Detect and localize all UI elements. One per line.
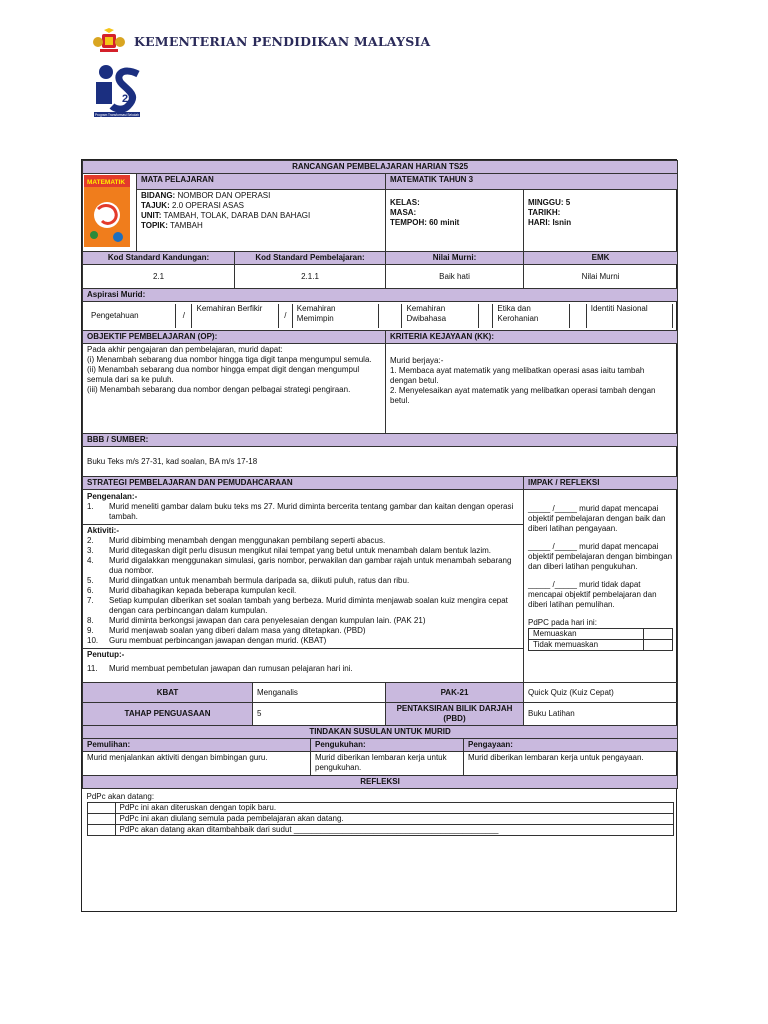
mata-pelajaran-label: MATA PELAJARAN [137,174,386,190]
ksp-value: 2.1.1 [235,265,386,289]
list-item: 9. Murid menjawab soalan yang diberi dalam masa yang ditetapkan. (PBD) [87,626,366,635]
class-details [386,190,524,252]
impak-line: _____ /_____ murid dapat mencapai objektif pembelajaran dengan baik dan diberi latihan pengayaan. [528,504,666,533]
tajuk-label: TAJUK: [141,201,170,210]
masa-field: MASA: [390,208,417,217]
pbd-label: PENTAKSIRAN BILIK DARJAH (PBD) [386,703,524,726]
aspirasi-row [83,302,678,331]
op-content [83,344,386,434]
pdpc-memuaskan: Memuaskan [529,629,644,640]
penutup-label: Penutup:- [83,648,523,660]
tarikh-field: TARIKH: [528,208,561,217]
pengenalan-list [87,502,519,522]
ts25-subtext: Program Transformasi Sekolah [95,113,139,117]
pdpc-datang-options [87,802,674,836]
pemulihan-content: Murid menjalankan aktiviti dengan bimbingan guru. [83,752,311,776]
susulan-header: TINDAKAN SUSULAN UNTUK MURID [83,726,678,739]
pengayaan-label: Pengayaan: [464,739,678,752]
op-line: (i) Menambah sebarang dua nombor hingga tiga digit tanpa mengumpul semula. [87,355,372,364]
kk-header: KRITERIA KEJAYAAN (KK): [386,331,678,344]
ts25-logo-icon [92,62,142,122]
impak-line: _____ /_____ murid dapat mencapai objektif pembelajaran dengan bimbingan dan diberi latihan pengukuhan. [528,542,673,571]
ministry-name: KEMENTERIAN PENDIDIKAN MALAYSIA [134,33,431,49]
aspirasi-kemahiran-memimpin: Kemahiran Memimpin [292,304,378,328]
pdpc-tidak-memuaskan: Tidak memuaskan [529,640,644,651]
aspirasi-header: Aspirasi Murid: [83,289,678,302]
hari-field: HARI: Isnin [528,218,572,227]
rph-form [81,159,677,912]
op-line: (ii) Menambah sebarang dua nombor hingga empat digit dengan mengumpul semula dari sa ke puluh. [87,365,360,384]
aktiviti-list [87,536,519,646]
aspirasi-pengetahuan-mark: / [176,304,192,328]
nilai-murni-value: Baik hati [386,265,524,289]
emk-value: Nilai Murni [524,265,678,289]
pdpc-options [528,628,673,651]
textbook-cover-icon [84,175,130,247]
aspirasi-kemahiran-berfikir-mark: / [278,304,292,328]
list-item: 3. Murid ditegaskan digit perlu disusun mengikut nilai tempat yang betul untuk menambah dalam bentuk lazim. [87,546,491,555]
op-line: (iii) Menambah sebarang dua nombor dengan pelbagai strategi pengiraan. [87,385,351,394]
pbd-value: Buku Latihan [524,703,678,726]
strategi-content [83,490,524,683]
aspirasi-identiti-nasional: Identiti Nasional [586,304,672,328]
tempoh-field: TEMPOH: 60 minit [390,218,460,227]
pdpc-tidak-memuaskan-checkbox[interactable] [644,640,673,651]
list-item: 2. Murid dibimbing menambah dengan menggunakan pembilang seperti abacus. [87,536,386,545]
malaysia-crest-icon [92,28,126,54]
bidang-label: BIDANG: [141,191,176,200]
mata-pelajaran-value: MATEMATIK TAHUN 3 [386,174,678,190]
list-item: 1. Murid meneliti gambar dalam buku teks ms 27. Murid diminta bercerita tentang gambar dan kaitan dengan operasi tambah. [87,502,514,521]
refleksi-header: REFLEKSI [83,776,678,789]
kbat-label: KBAT [83,683,253,703]
op-header: OBJEKTIF PEMBELAJARAN (OP): [83,331,386,344]
aspirasi-kemahiran-dwibahasa: Kemahiran Dwibahasa [406,304,447,323]
aspirasi-pengetahuan: Pengetahuan [91,311,139,320]
kk-line: 2. Menyelesaikan ayat matematik yang melibatkan operasi tambah dengan betul. [390,386,656,405]
list-item: 4. Murid digalakkan menggunakan simulasi, garis nombor, perwakilan dan gambar rajah untuk menambah sebarang dua nombor. [87,556,512,575]
list-item: 6. Murid dibahagikan kepada beberapa kumpulan kecil. [87,586,297,595]
list-item: 11. Murid membuat pembetulan jawapan dan rumusan pelajaran hari ini. [87,664,353,673]
ministry-header [92,28,430,54]
kk-content [386,344,678,434]
kk-line: 1. Membaca ayat matematik yang melibatkan operasi asas iaitu tambah dengan betul. [390,366,645,385]
pak21-value: Quick Quiz (Kuiz Cepat) [524,683,678,703]
emk-header: EMK [524,252,678,265]
pengayaan-content: Murid diberikan lembaran kerja untuk pengayaan. [464,752,678,776]
list-item: 7. Setiap kumpulan diberikan set soalan tambah yang berbeza. Murid diminta menjawab soalan kuiz mengira cepat dengan cara perbincangan dalam kumpulan. [87,596,508,615]
ts25-number: 25 [122,93,135,105]
kelas-field: KELAS: [390,198,420,207]
kk-line: Murid berjaya:- [390,356,444,365]
topik-label: TOPIK: [141,221,168,230]
pdpc-datang-label: PdPc akan datang: [86,792,155,801]
bidang-value: NOMBOR DAN OPERASI [177,191,271,200]
tahap-label: TAHAP PENGUASAAN [83,703,253,726]
bbb-header: BBB / SUMBER: [83,434,678,447]
aspirasi-kemahiran-memimpin-mark [379,304,402,328]
pdpc-datang-option: PdPc ini akan diteruskan dengan topik baru. [115,803,673,814]
subject-details [137,190,386,252]
pdpc-label: PdPC pada hari ini: [528,618,597,627]
aktiviti-label: Aktiviti:- [83,524,523,536]
pengukuhan-content: Murid diberikan lembaran kerja untuk pengukuhan. [311,752,464,776]
rph-table [82,160,678,856]
kbat-value: Menganalis [253,683,386,703]
bbb-content: Buku Teks m/s 27-31, kad soalan, BA m/s 17-18 [83,447,678,477]
aspirasi-etika-mark [570,304,586,328]
ksk-value: 2.1 [83,265,235,289]
impak-header: IMPAK / REFLEKSI [524,477,678,490]
list-item: 5. Murid diingatkan untuk menambah bermula daripada sa, diikuti puluh, ratus dan ribu. [87,576,410,585]
textbook-title: MATEMATIK [87,179,126,186]
week-details [524,190,678,252]
aspirasi-kemahiran-berfikir: Kemahiran Berfikir [196,304,263,313]
pengukuhan-label: Pengukuhan: [311,739,464,752]
pdpc-datang-checkbox[interactable] [87,803,115,814]
pemulihan-label: Pemulihan: [83,739,311,752]
topik-value: TAMBAH [170,221,203,230]
pdpc-memuaskan-checkbox[interactable] [644,629,673,640]
tajuk-value: 2.0 OPERASI ASAS [171,201,245,210]
aspirasi-kemahiran-dwibahasa-mark [479,304,493,328]
textbook-cover [83,174,137,252]
aspirasi-etika: Etika dan Kerohanian [497,304,539,323]
nilai-murni-header: Nilai Murni: [386,252,524,265]
rph-title: RANCANGAN PEMBELAJARAN HARIAN TS25 [83,161,678,174]
list-item: 10. Guru membuat perbincangan jawapan dengan murid. (KBAT) [87,636,327,645]
impak-line: _____ /_____ murid tidak dapat mencapai objektif pembelajaran dan diberi latihan pemulihan. [528,580,657,609]
pak21-label: PAK-21 [386,683,524,703]
ksk-header: Kod Standard Kandungan: [83,252,235,265]
pdpc-datang-checkbox[interactable] [87,814,115,825]
op-line: Pada akhir pengajaran dan pembelajaran, murid dapat: [87,345,283,354]
penutup-list [87,660,519,680]
pdpc-datang-option: PdPc ini akan diulang semula pada pembelajaran akan datang. [115,814,673,825]
minggu-field: MINGGU: 5 [528,198,571,207]
unit-value: TAMBAH, TOLAK, DARAB DAN BAHAGI [163,211,311,220]
list-item: 8. Murid diminta berkongsi jawapan dan cara penyelesaian dengan kumpulan lain. (PAK 21) [87,616,426,625]
pdpc-datang-option: PdPc akan datang akan ditambahbaik dari sudut ______________________________________________ [115,825,673,836]
pengenalan-label: Pengenalan:- [87,492,138,501]
ksp-header: Kod Standard Pembelajaran: [235,252,386,265]
pdpc-datang-checkbox[interactable] [87,825,115,836]
unit-label: UNIT: [141,211,162,220]
refleksi-content [83,789,678,857]
tahap-value: 5 [253,703,386,726]
strategi-header: STRATEGI PEMBELAJARAN DAN PEMUDAHCARAAN [83,477,524,490]
impak-content [524,490,678,683]
